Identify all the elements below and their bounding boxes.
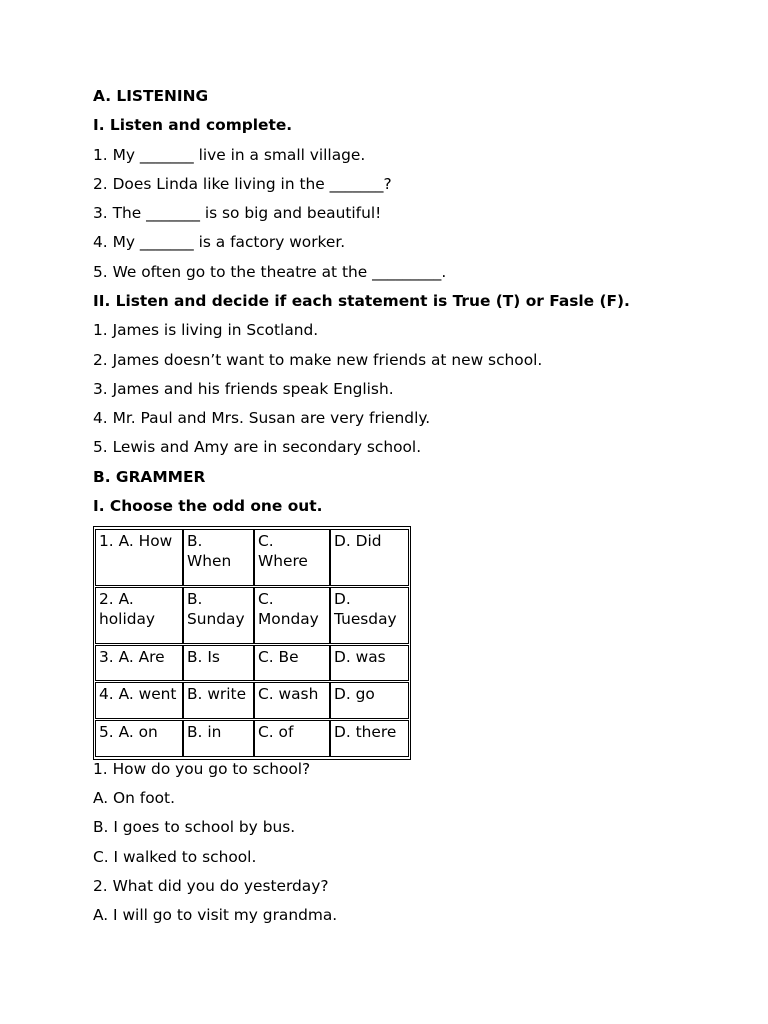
table-cell: C. Be: [254, 645, 330, 682]
table-cell: 1. A. How: [95, 529, 183, 586]
table-cell: C. wash: [254, 682, 330, 719]
answer-option: B. I goes to school by bus.: [93, 818, 296, 837]
question: 1. How do you go to school?: [93, 759, 311, 778]
table-cell: 2. A. holiday: [95, 587, 183, 644]
table-cell: B. in: [183, 720, 254, 757]
listen-complete-title: I. Listen and complete.: [93, 116, 293, 135]
listen-complete-item: 1. My _______ live in a small village.: [93, 145, 366, 164]
table-cell: B. Sunday: [183, 587, 254, 644]
table-cell: C. Monday: [254, 587, 330, 644]
table-row: [95, 529, 409, 586]
listen-complete-item: 4. My _______ is a factory worker.: [93, 233, 346, 252]
table-cell: C. of: [254, 720, 330, 757]
table-cell: 3. A. Are: [95, 645, 183, 682]
table-row: [95, 720, 409, 757]
section-a-heading: A. LISTENING: [93, 87, 209, 105]
true-false-item: 4. Mr. Paul and Mrs. Susan are very friendly.: [93, 409, 431, 428]
table-cell: 5. A. on: [95, 720, 183, 757]
table-cell: D. go: [330, 682, 409, 719]
table-cell: 4. A. went: [95, 682, 183, 719]
true-false-item: 3. James and his friends speak English.: [93, 379, 394, 398]
table-cell: D. was: [330, 645, 409, 682]
true-false-item: 5. Lewis and Amy are in secondary school.: [93, 438, 422, 457]
table-cell: D. there: [330, 720, 409, 757]
true-false-title: II. Listen and decide if each statement is True (T) or Fasle (F).: [93, 291, 630, 310]
true-false-item: 1. James is living in Scotland.: [93, 321, 319, 340]
question: 2. What did you do yesterday?: [93, 876, 329, 895]
odd-one-out-title: I. Choose the odd one out.: [93, 496, 323, 515]
section-b-heading: B. GRAMMER: [93, 467, 206, 486]
table-cell: B. When: [183, 529, 254, 586]
true-false-item: 2. James doesn’t want to make new friends at new school.: [93, 350, 543, 369]
table-cell: B. write: [183, 682, 254, 719]
answer-option: A. I will go to visit my grandma.: [93, 906, 338, 925]
listen-complete-item: 5. We often go to the theatre at the _________.: [93, 262, 447, 281]
table-row: [95, 645, 409, 682]
answer-option: A. On foot.: [93, 788, 175, 807]
odd-one-out-table: [93, 526, 411, 759]
table-cell: C. Where: [254, 529, 330, 586]
table-cell: D. Tuesday: [330, 587, 409, 644]
worksheet-page: [93, 87, 733, 935]
table-row: [95, 587, 409, 644]
listen-complete-item: 3. The _______ is so big and beautiful!: [93, 204, 382, 223]
table-row: [95, 682, 409, 719]
table-cell: B. Is: [183, 645, 254, 682]
answer-option: C. I walked to school.: [93, 847, 257, 866]
listen-complete-item: 2. Does Linda like living in the _______?: [93, 174, 392, 193]
table-cell: D. Did: [330, 529, 409, 586]
